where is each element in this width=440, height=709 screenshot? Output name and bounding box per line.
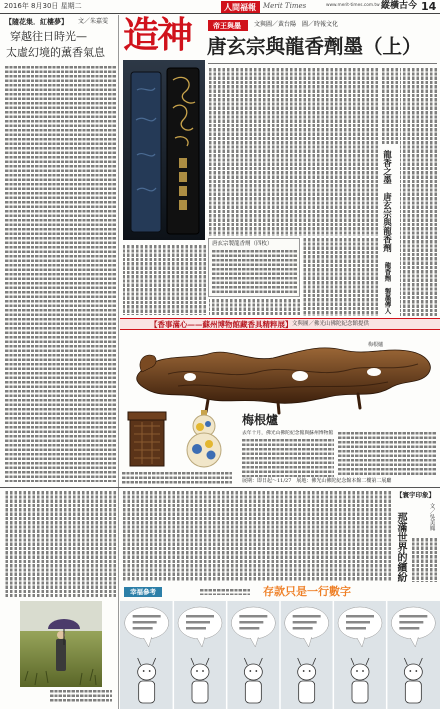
comic-panels	[120, 601, 440, 709]
left-column-name: 【隨花集．紅樓夢】	[5, 17, 68, 26]
root-hole-2	[292, 371, 308, 381]
ink-stick-blue	[131, 72, 161, 232]
character-eye	[309, 670, 311, 672]
main-article-body-3	[400, 68, 437, 316]
main-article-body-2	[302, 238, 378, 316]
speech-bubble-text	[133, 621, 157, 624]
gold-inscription-4	[179, 200, 187, 210]
gourd-yellow-flower-1	[205, 440, 213, 448]
carved-box-lid	[128, 412, 166, 420]
masthead-logo-text: 人間福報	[224, 2, 256, 12]
exhibit-body-right	[338, 432, 437, 477]
character-eye	[362, 670, 364, 672]
speech-bubble-text	[399, 621, 423, 624]
speech-bubble-text	[133, 627, 153, 630]
ink-photo-caption	[208, 238, 300, 297]
gourd-blue-flower-3	[205, 421, 211, 427]
speech-bubble-text	[346, 621, 370, 624]
root-hole-1	[184, 373, 196, 381]
exhibit-info: 展期：即日起～11/27 展地：佛光山佛陀紀念館本館二樓第二展廳	[242, 478, 392, 484]
carved-box-photo	[122, 408, 172, 470]
travel-title: 那滿世界的繽紛	[395, 512, 406, 582]
gourd-bottom	[187, 433, 221, 467]
issue-date: 2016年 8月30日 星期二	[4, 2, 82, 10]
character-body	[352, 681, 368, 703]
series-badge-label: 帝王與墨	[213, 21, 241, 30]
speech-bubble-text	[293, 627, 313, 630]
bottom-middle-body	[123, 491, 391, 581]
character-eye	[303, 670, 305, 672]
bottom-left-body	[5, 491, 116, 597]
speech-bubble-text	[186, 627, 206, 630]
left-article-body	[5, 66, 116, 482]
comic-strip	[120, 584, 440, 709]
main-article-credit: 文與圖／黃台陽 圖／時報文化	[254, 21, 339, 28]
censer-title: 梅根爐	[242, 413, 279, 427]
exhibit-banner-credit: 文與圖／佛光山佛陀紀念館提供	[292, 321, 370, 327]
character-eye	[249, 670, 251, 672]
speech-bubble-text	[239, 621, 263, 624]
series-badge	[208, 20, 248, 31]
left-article-author: 文／朱嘉雯	[78, 18, 109, 25]
gourd-stopper	[201, 410, 207, 415]
character-body	[245, 681, 261, 703]
site-url: www.merit-times.com.tw	[326, 3, 380, 8]
speech-bubble-text	[293, 615, 321, 618]
travel-column-name: 【寰宇印象】	[396, 491, 435, 499]
masthead-english: Merit Times	[263, 2, 307, 10]
character-head	[244, 664, 262, 680]
root-carving-body	[137, 348, 431, 403]
main-article-body-5	[123, 245, 206, 315]
exhibit-banner-title: 【香事滿心——蘇州博物館藏香具精粹展】	[150, 320, 293, 329]
travel-body	[410, 538, 437, 582]
comic-column-label: 幸福參考	[130, 588, 156, 596]
character-eye	[409, 670, 411, 672]
character-head	[138, 664, 156, 680]
enamel-gourd-photo	[178, 408, 230, 470]
main-subheading-1: 龍香之墨 唐玄宗與龍香劑	[381, 150, 392, 252]
character-eye	[196, 670, 198, 672]
character-eye	[255, 670, 257, 672]
speech-bubble-text	[399, 615, 427, 618]
masthead-logo	[221, 1, 260, 13]
ink-sticks-photo	[123, 60, 205, 240]
exhibit-banner	[120, 318, 440, 330]
gourd-blue-flower-1	[192, 444, 202, 454]
gold-inscription-1	[179, 158, 187, 168]
title-rule	[208, 63, 437, 64]
header-rule	[0, 13, 440, 14]
comic-title: 存款只是一行數字	[263, 585, 351, 598]
speech-bubble-text	[239, 615, 267, 618]
character-head	[351, 664, 369, 680]
speech-bubble-text	[346, 615, 374, 618]
left-article-title-line2: 太虛幻境的薰香氣息	[6, 46, 105, 59]
section-divider	[0, 487, 440, 488]
countryside-photo-caption	[50, 690, 112, 702]
character-body	[405, 681, 421, 703]
travel-author: 文／吳美鳳	[428, 503, 435, 531]
plum-root-censer-photo	[128, 332, 437, 416]
speech-bubble-text	[186, 621, 210, 624]
root-hole-3	[367, 368, 381, 376]
speech-bubble-text	[239, 627, 259, 630]
left-article-title-line1: 穿越往日時光—	[10, 30, 87, 43]
character-eye	[356, 670, 358, 672]
page-number: 14	[421, 0, 437, 13]
character-head	[298, 664, 316, 680]
gold-inscription-2	[179, 172, 187, 182]
comic-column-badge	[124, 587, 162, 597]
main-subheading-2: 龍香劑 製墨傳人	[383, 262, 392, 314]
exhibit-lead: 去年十月，佛光山佛陀紀念館與蘇州博物館	[242, 431, 334, 436]
small-photos-caption	[122, 472, 232, 485]
character-head	[404, 664, 422, 680]
character-body	[192, 681, 208, 703]
main-article-body-6	[209, 299, 300, 316]
character-head	[191, 664, 209, 680]
character-body	[139, 681, 155, 703]
speech-bubble-text	[399, 627, 419, 630]
gourd-yellow-flower-2	[196, 423, 204, 431]
character-eye	[202, 670, 204, 672]
gold-inscription-3	[179, 186, 187, 196]
speech-bubble-text	[133, 615, 161, 618]
comic-credit	[200, 589, 250, 595]
speech-bubble-text	[186, 615, 214, 618]
character-body	[299, 681, 315, 703]
exhibit-body-left	[242, 439, 334, 477]
main-article-title: 唐玄宗與龍香劑墨（上）	[207, 35, 422, 58]
column-divider	[118, 15, 119, 709]
character-eye	[415, 670, 417, 672]
ink-photo-caption-lead: 唐玄宗製龍香劑（四枚）	[212, 241, 273, 247]
speech-bubble-text	[346, 627, 366, 630]
censer-photo-label: 梅根爐	[368, 342, 384, 348]
main-article-body-4	[380, 68, 398, 144]
gourd-blue-flower-2	[207, 451, 216, 460]
character-eye	[143, 670, 145, 672]
speech-bubble-text	[293, 621, 317, 624]
countryside-photo	[20, 601, 102, 687]
headline-accent: 造神	[123, 14, 192, 56]
section-name: 縱橫古今	[381, 1, 418, 11]
character-eye	[149, 670, 151, 672]
ink-photo-caption-body	[212, 250, 297, 294]
main-article-body-1	[209, 68, 378, 236]
